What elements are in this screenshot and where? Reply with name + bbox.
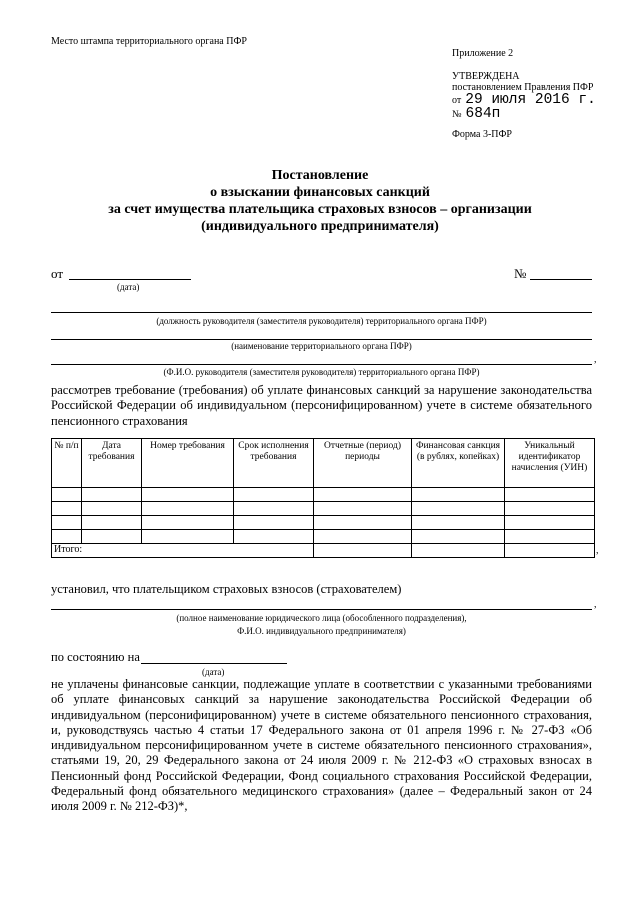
table-cell[interactable] <box>314 530 412 544</box>
table-cell[interactable] <box>505 502 595 516</box>
table-cell[interactable] <box>412 530 505 544</box>
total-label: Итого: <box>52 544 314 558</box>
payer-name-caption-line-1: (полное наименование юридического лица (обособленного подразделения), <box>176 613 467 623</box>
stamp-place-note: Место штампа территориального органа ПФР <box>51 36 247 47</box>
table-cell[interactable] <box>82 530 142 544</box>
table-total-row <box>52 544 595 558</box>
head-name-caption: (Ф.И.О. руководителя (заместителя руководителя) территориального органа ПФР) <box>163 367 480 377</box>
total-cell[interactable] <box>505 544 595 558</box>
decision-date-caption: (дата) <box>117 282 140 292</box>
head-position-field[interactable] <box>51 300 592 313</box>
table-cell[interactable] <box>314 488 412 502</box>
head-position-caption: (должность руководителя (заместителя руководителя) территориального органа ПФР) <box>156 316 487 326</box>
table-cell[interactable] <box>52 516 82 530</box>
decision-number-field[interactable] <box>530 266 592 280</box>
table-row <box>52 488 595 502</box>
intro-paragraph: рассмотрев требование (требования) об уплате финансовых санкций за нарушение законодательства Российской Федерации об индивидуальном (персонифицированном) учете в системе обязательного пенсионного страхования <box>51 383 592 428</box>
total-cell[interactable] <box>314 544 412 558</box>
approved-by-label: постановлением Правления ПФР <box>452 82 594 93</box>
document-title-line-4: (индивидуального предпринимателя) <box>201 219 439 234</box>
table-cell[interactable] <box>234 488 314 502</box>
appendix-label: Приложение 2 <box>452 48 514 59</box>
final-paragraph: не уплачены финансовые санкции, подлежащие уплате в соответствии с указанными требованиями об уплате финансовых санкций за нарушение законодательства Российской Федерации об индивидуальном (персонифицированном) учете в системе обязательного пенсионного страхования, и, руководствуясь частью 4 статьи 17 Федерального закона от 01 апреля 1996 г. № 27-ФЗ «Об индивидуальном персонифицированном учете в системе обязательного пенсионного страхования», статьями 19, 20, 29 Федерального закона от 24 июля 2009 г. № 212-ФЗ «О страховых взносах в Пенсионный фонд Российской Федерации, Фонд социального страхования Российской Федерации, Федеральный фонд обязательного медицинского страхования» (далее – Федеральный закон от 24 июля 2009 г. № 212-ФЗ)*, <box>51 677 592 814</box>
table-cell[interactable] <box>82 502 142 516</box>
column-header-uin: Уникальный идентификатор начисления (УИН) <box>505 439 595 488</box>
table-cell[interactable] <box>234 502 314 516</box>
table-cell[interactable] <box>412 488 505 502</box>
as-of-date-caption: (дата) <box>202 667 225 677</box>
fines-table <box>51 438 595 558</box>
table-cell[interactable] <box>82 488 142 502</box>
table-row <box>52 502 595 516</box>
table-cell[interactable] <box>234 530 314 544</box>
table-cell[interactable] <box>314 516 412 530</box>
body-name-caption: (наименование территориального органа ПФР) <box>231 341 412 351</box>
document-title-line-2: о взыскании финансовых санкций <box>210 185 430 200</box>
table-cell[interactable] <box>505 488 595 502</box>
table-cell[interactable] <box>505 516 595 530</box>
table-cell[interactable] <box>142 502 234 516</box>
table-cell[interactable] <box>505 530 595 544</box>
approval-date: 29 июля 2016 г. <box>465 92 596 108</box>
form-code: Форма 3-ПФР <box>452 129 512 140</box>
table-row <box>52 516 595 530</box>
table-header-row <box>52 439 595 488</box>
table-cell[interactable] <box>412 502 505 516</box>
table-cell[interactable] <box>314 502 412 516</box>
column-header-reporting-periods: Отчетные (период) периоды <box>314 439 412 488</box>
column-header-financial-sanction: Финансовая санкция (в рублях, копейках) <box>412 439 505 488</box>
table-cell[interactable] <box>412 516 505 530</box>
document-title: Постановление <box>271 168 369 183</box>
table-cell[interactable] <box>52 530 82 544</box>
total-sanction-cell[interactable] <box>412 544 505 558</box>
table-cell[interactable] <box>142 488 234 502</box>
head-name-field[interactable] <box>51 352 592 365</box>
from-label: от <box>51 266 64 281</box>
column-header-demand-date: Дата требования <box>82 439 142 488</box>
column-header-demand-number: Номер требования <box>142 439 234 488</box>
payer-name-field[interactable] <box>51 597 592 610</box>
payer-name-caption-line-2: Ф.И.О. индивидуального предпринимателя) <box>237 626 406 636</box>
as-of-date-field[interactable] <box>141 650 287 664</box>
payer-name-comma: , <box>594 599 597 610</box>
table-trailing-comma: , <box>596 545 599 556</box>
established-text: установил, что плательщиком страховых взносов (страхователем) <box>51 582 402 596</box>
body-name-field[interactable] <box>51 326 592 340</box>
document-title-line-3: за счет имущества плательщика страховых взносов – организации <box>108 202 532 217</box>
table-row <box>52 530 595 544</box>
approval-number-prefix: № <box>452 109 462 120</box>
table-cell[interactable] <box>142 516 234 530</box>
head-name-comma: , <box>594 354 597 365</box>
approval-date-prefix: от <box>452 95 462 106</box>
number-label: № <box>514 266 527 281</box>
as-of-label: по состоянию на <box>51 650 140 664</box>
table-cell[interactable] <box>142 530 234 544</box>
approved-label: УТВЕРЖДЕНА <box>452 71 520 82</box>
table-cell[interactable] <box>52 488 82 502</box>
column-header-due-date: Срок исполнения требования <box>234 439 314 488</box>
table-cell[interactable] <box>234 516 314 530</box>
table-cell[interactable] <box>52 502 82 516</box>
column-header-number: № п/п <box>52 439 82 488</box>
approval-number-line <box>452 104 500 122</box>
decision-date-field[interactable] <box>69 266 191 280</box>
approval-number: 684п <box>465 106 501 122</box>
table-cell[interactable] <box>82 516 142 530</box>
